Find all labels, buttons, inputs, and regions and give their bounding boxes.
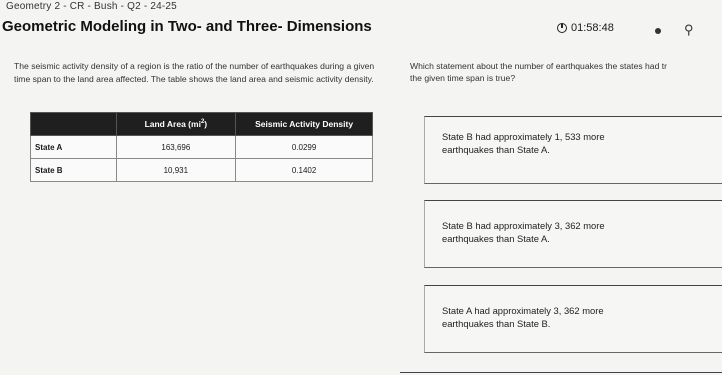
question-line-1: Which statement about the number of earthquakes the states had tr bbox=[410, 61, 668, 71]
timer-value: 01:58:48 bbox=[571, 22, 614, 34]
table-row bbox=[31, 159, 373, 182]
area-header-sup: 2 bbox=[200, 119, 205, 126]
option-line-1: State A had approximately 3, 362 more bbox=[442, 305, 604, 316]
answer-option-text bbox=[442, 220, 605, 245]
table-header-state bbox=[31, 113, 117, 136]
clock-icon bbox=[557, 23, 567, 33]
option-line-2: earthquakes than State A. bbox=[442, 232, 550, 244]
answer-option-text bbox=[442, 131, 605, 156]
option-line-2: earthquakes than State B. bbox=[442, 317, 551, 329]
course-breadcrumb: Geometry 2 - CR - Bush - Q2 - 24-25 bbox=[6, 1, 177, 12]
area-header-text: Land Area (mi bbox=[144, 119, 201, 129]
page-title: Geometric Modeling in Two- and Three- Dimensions bbox=[2, 18, 372, 35]
answer-option-b[interactable] bbox=[424, 200, 722, 268]
cell-state: State A bbox=[31, 136, 117, 159]
cell-area: 163,696 bbox=[116, 136, 236, 159]
option-line-2: earthquakes than State A. bbox=[442, 143, 550, 155]
top-bar bbox=[0, 0, 722, 14]
table-header-density: Seismic Activity Density bbox=[236, 113, 373, 136]
cell-density: 0.0299 bbox=[236, 136, 373, 159]
divider bbox=[400, 372, 722, 373]
cell-density: 0.1402 bbox=[236, 159, 373, 182]
table-header-row bbox=[31, 113, 373, 136]
area-header-close: ) bbox=[204, 119, 208, 129]
cell-state: State B bbox=[31, 159, 117, 182]
answer-option-c[interactable] bbox=[424, 285, 722, 353]
question-line-2: the given time span is true? bbox=[410, 73, 516, 83]
table-row bbox=[31, 136, 373, 159]
table-header-area bbox=[116, 113, 236, 136]
question-text bbox=[410, 60, 722, 84]
option-line-1: State B had approximately 1, 533 more bbox=[442, 131, 605, 142]
option-line-1: State B had approximately 3, 362 more bbox=[442, 220, 605, 231]
timer bbox=[557, 22, 614, 34]
pin-icon[interactable]: ⚲ bbox=[684, 22, 694, 37]
cell-area: 10,931 bbox=[116, 159, 236, 182]
passage-text: The seismic activity density of a region is the ratio of the number of earthquakes during a given time span to the land area affected. The table shows the land area and seismic activity density. bbox=[14, 61, 375, 84]
data-table bbox=[30, 112, 373, 182]
progress-dot-icon[interactable] bbox=[655, 28, 661, 34]
answer-option-text bbox=[442, 305, 604, 330]
answer-option-a[interactable] bbox=[424, 116, 722, 184]
